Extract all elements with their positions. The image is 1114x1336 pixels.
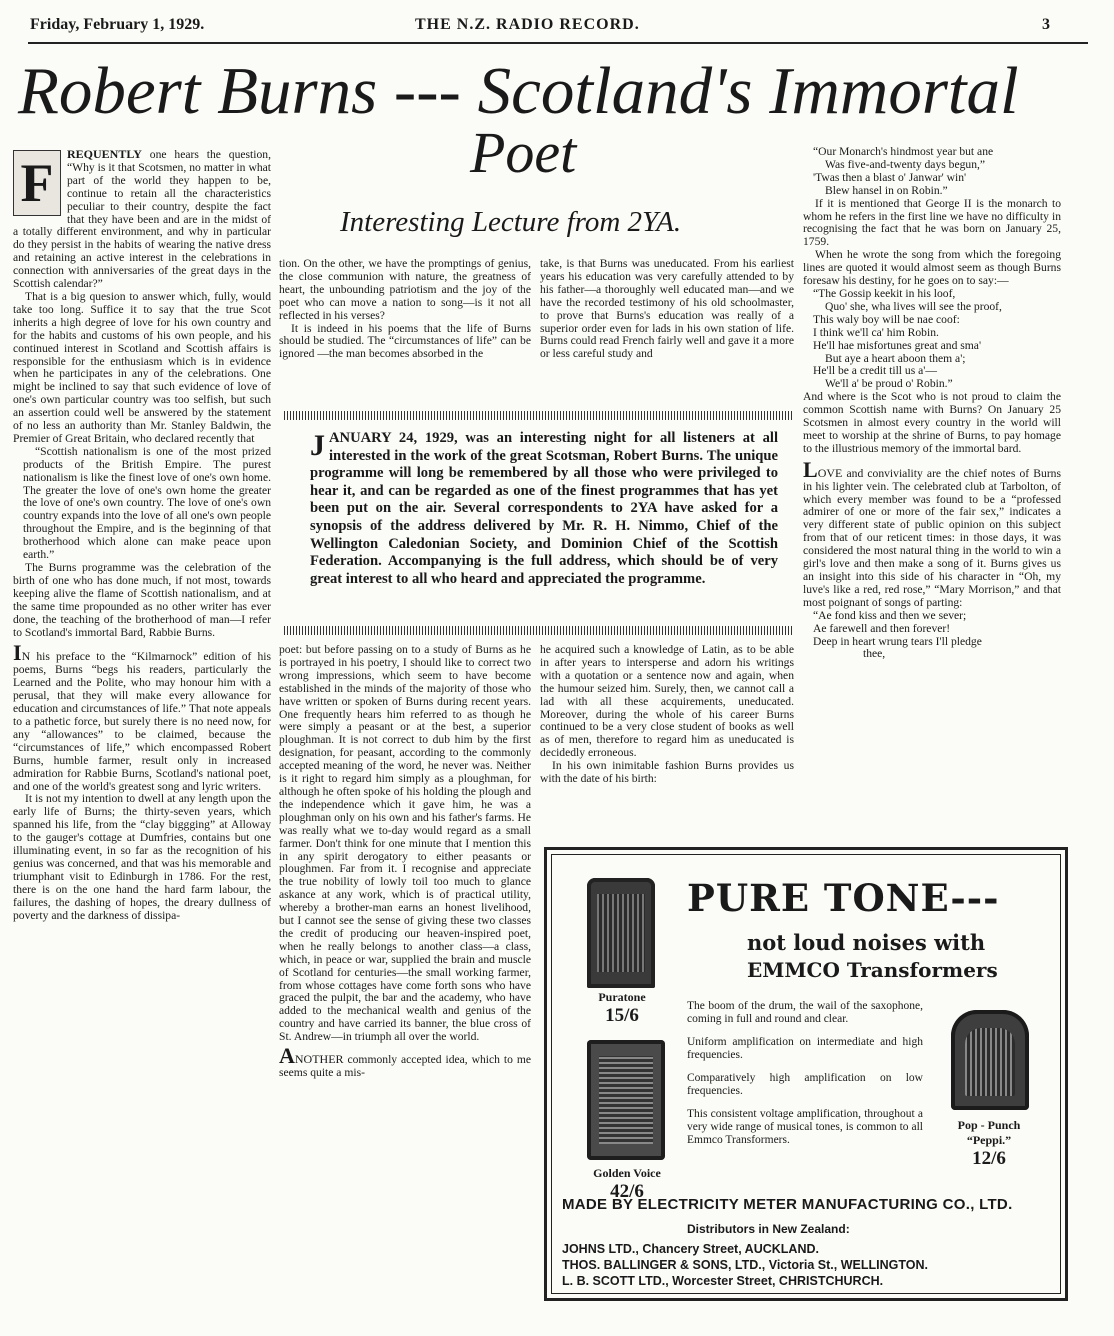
ad-body-text: This consistent voltage amplification, throughout a very wide range of musical tones, is common to all Emmco Transformers. — [687, 1108, 923, 1146]
lead-word: REQUENTLY — [67, 147, 142, 161]
article-column-3-top — [540, 258, 794, 361]
paragraph: he acquired such a knowledge of Latin, as to be able in after years to intersperse and adorn his writings with a quotation or a sentence now and again, when the humour seized him. Surely, then, we cannot call a lad with all these acquirements, uneducated. Moreover, during the whole of his career Burns continued to be a very close student of books as well as of men, therefore to regard him as uneducated is decidedly erroneous. — [540, 643, 794, 760]
subheadline: Interesting Lecture from 2YA. — [340, 206, 682, 238]
distributor-address: THOS. BALLINGER & SONS, LTD., Victoria St., WELLINGTON. — [562, 1258, 928, 1272]
ad-body — [687, 1000, 923, 1157]
article-column-2-top — [279, 258, 531, 361]
product-price: 42/6 — [610, 1181, 644, 1202]
paragraph: And where is the Scot who is not proud to claim the common Scottish name with Burns? On January 25 Scotsmen in almost every country in the world will meet to worship at the shrine of Burns, to pay homage to the illustrious memory of the immortal bard. — [803, 390, 1061, 455]
verse-line: 'Twas then a blast o' Janwar' win' — [813, 170, 967, 184]
paragraph: In his own inimitable fashion Burns provides us with the date of his birth: — [540, 759, 794, 786]
product-name: Pop - Punch “Peppi.” — [957, 1118, 1021, 1147]
headline: Robert Burns --- Scotland's Immortal — [18, 54, 1019, 128]
verse-line: “Our Monarch's hindmost year but ane — [813, 145, 994, 158]
ad-tagline: not loud noises with — [747, 930, 986, 955]
verse-line: “Ae fond kiss and then we sever; — [813, 608, 967, 622]
product-name: Puratone — [598, 990, 646, 1004]
article-column-1 — [13, 148, 271, 922]
page-number: 3 — [1042, 16, 1050, 33]
article-column-3-bottom — [540, 644, 794, 786]
verse-line: Blew hansel in on Robin.” — [825, 183, 948, 197]
paragraph — [803, 456, 1061, 610]
article-column-2-bottom — [279, 644, 531, 1080]
paragraph: tion. On the other, we have the promptings of genius, the close communion with nature, the greatness of heart, the unbounding patriotism and the joy of the poet who can move a nation to song—is it not all reflected in his verses? — [279, 257, 531, 322]
verse-line: But aye a heart aboon them a'; — [825, 351, 966, 365]
pop-punch-radio-image — [951, 1010, 1029, 1110]
verse-line: Quo' she, wha lives will see the proof, — [825, 299, 1002, 313]
running-header — [30, 14, 1050, 38]
paragraph: poet: but before passing on to a study of Burns as he is portrayed in his poetry, I should like to correct two wrong impressions, which seem to have become established in the minds of the majority of those who have written or spoken of Burns during recent years. One frequently hears him referred to as though he were simply a peasant or at the best, a superior ploughman. It is not correct to dub him by the first designation, for peasant, according to the commonly accepted meaning of the word, he never was. Neither is it right to regard him simply as a ploughman, for although he often spoke of his holding the plough and the independence which it gave him, he was a ploughman only on his own and his father's farms. He was really what we to-day would regard as a small farmer. Don't think for one minute that I mention this in any spirit derogatory to either peasants or ploughmen. Far from it. I recognise and appreciate the true nobility of lowly toil too much to glance askance at any work, which is of practical utility, whereby a brother-man earns an honest livelihood, but I cannot see the sense of giving these two classes the credit of producing our heaven-inspired poet, when he really belongs to another class—a class, which, in peace or war, supplied the brain and muscle of Scotland for centuries—the small working farmer, from whose cottages have come forth sons who have graced the pulpit, the bar and the academy, who have added to the mechanical wealth and genius of the country and have carried its banner, the blue cross of St. Andrew—in triumph all over the world. — [279, 643, 531, 1044]
verse-line: This waly boy will be nae coof: — [813, 312, 960, 326]
paragraph: If it is mentioned that George II is the monarch to whom he refers in the first line we have no difficulty in recognising the fact that he was born on January 25, 1759. — [803, 196, 1061, 249]
puratone-radio-image — [587, 878, 655, 988]
initial-letter: A — [279, 1043, 295, 1069]
ad-title: PURE TONE--- — [687, 876, 1000, 920]
product-puratone — [577, 990, 667, 1027]
publication-name: THE N.Z. RADIO RECORD. — [415, 16, 640, 33]
intro-initial: J — [310, 429, 325, 462]
paragraph — [279, 1043, 531, 1080]
manufacturer: MADE BY ELECTRICITY METER MANUFACTURING CO., LTD. — [562, 1196, 1013, 1213]
baldwin-quote: “Scottish nationalism is one of the most prized products of the British Empire. The purest nationalism is like the finest love of one's own home. The greater the love of one's own home the greater the love of one's own country. The love of one's own country expands into the love of all one's own people throughout the Empire, and is the beginning of that brotherhood which alone can make peace upon earth.” — [23, 444, 271, 562]
paragraph: take, is that Burns was uneducated. From his earliest years his education was very carefully attended to by his father—a thoroughly well educated man—and we have the recorded testimony of his old schoolmaster, to prove that Burns's education was really of a superior order even for lads in his own station of life. Burns could read French fairly well and gave it a more or less careful study and — [540, 257, 794, 361]
lead-word: NOTHER — [294, 1052, 344, 1067]
emmco-advertisement — [544, 847, 1068, 1301]
headline-line2: Poet — [470, 120, 577, 185]
ad-body-text: Uniform amplification on intermediate and high frequencies. — [687, 1036, 923, 1061]
paragraph-text: and conviviality are the chief notes of Burns in his lighter vein. The celebrated club at Tarbolton, of which every member was found to be a “professed admirer of one or more of the fair sex,” indicates a very different state of public opinion on this subject from that of our reticent times: in those days, it was considered the most natural thing in the world to win a girl's love and then make a song of it. Burns gives us an insight into this side of his character in “Oh, my luve's like a red, red rose,” “Mary Morrison,” and that most poignant of songs of parting: — [803, 466, 1061, 609]
verse-line: Ae farewell and then forever! — [813, 621, 951, 635]
verse-line: I think we'll ca' him Robin. — [813, 325, 939, 339]
ad-body-text: The boom of the drum, the wail of the saxophone, coming in full and round and clear. — [687, 1000, 923, 1025]
paragraph: The Burns programme was the celebration of the birth of one who has done much, if not most, towards keeping alive the flame of Scottish nationalism, and at the same time propounded as no other writer has ever done, the teaching of the brotherhood of man—I refer to Scotland's immortal Bard, Rabbie Burns. — [13, 561, 271, 639]
intro-box — [310, 430, 778, 588]
ad-body-text: Comparatively high amplification on low frequencies. — [687, 1072, 923, 1097]
lead-word: N — [21, 649, 31, 664]
verse-line: “The Gossip keekit in his loof, — [813, 286, 956, 300]
verse-line: Was five-and-twenty days begun,” — [825, 157, 986, 171]
paragraph — [13, 640, 271, 793]
product-name: Golden Voice — [593, 1166, 661, 1180]
intro-text: ANUARY 24, 1929, was an interesting night for all listeners at all interested in the work of the great Scotsman, Robert Burns. The unique programme will long be remembered by all those who were privileged to hear it, and can be regarded as one of the finest programmes that has yet been put on the air. Several correspondents to 2YA have asked for a synopsis of the address delivered by Mr. R. H. Nimmo, Chief of the Wellington Caledonian Society, and Dominion Chief of the Scottish Federation. Accompanying is the full address, which should be of very great interest to all who heard and appreciated the programme. — [310, 430, 778, 587]
product-pop-punch — [939, 1118, 1039, 1170]
issue-date: Friday, February 1, 1929. — [30, 16, 205, 33]
paragraph: When he wrote the song from which the foregoing lines are quoted it would almost seem as though Burns foresaw his destiny, for he goes on to say:— — [803, 248, 1061, 288]
paragraph: It is not my intention to dwell at any length upon the early life of Burns; the thirty-seven years, which spanned his life, from the “clay biggging” at Alloway to the gauger's cottage at Dumfries, contains but one illuminating event, in so far as the recognition of his genius was concerned, and that was his memorable and triumphant visit to Edinburgh in 1786. For the rest, there is on the one hand the hard farm labour, the failures, the dashing of hopes, the dreary dullness of poverty and the darkness of dissipa- — [13, 792, 271, 922]
verse-line: He'll hae misfortunes great and sma' — [813, 338, 982, 352]
initial-letter: L — [803, 456, 818, 482]
drop-cap: F — [13, 150, 61, 216]
paragraph: It is indeed in his poems that the life of Burns should be studied. The “circumstances of life” can be ignored —the man becomes absorbed in the — [279, 321, 531, 361]
product-price: 15/6 — [605, 1005, 639, 1026]
paragraph-text: his preface to the “Kilmarnock” edition of his poems, Burns “begs his readers, particularly the Learned and the Polite, who may honour him with a perusal, that they will make every allowance for education and circumstances of life.” That note appeals to a pathetic force, but surely there is no need now, for any “allowances” to be claimed, because the “circumstances of life,” which encompassed Robert Burns, humble farmer, result only in increased admiration for Rabbie Burns, Scotland's national poet, and one of the world's greatest song and lyric writers. — [13, 650, 271, 793]
product-price: 12/6 — [972, 1148, 1006, 1169]
lead-word: OVE — [817, 465, 843, 480]
opening-paragraph — [13, 148, 271, 291]
paragraph-text: one hears the question, “Why is it that Scotsmen, no matter in what part of the world they happen to be, continue to retain all the characteristics peculiar to their country, despite the fact that they have been and are in the midst of a totally different environment, and why in particular do they persist in the habits of wearing the native dress and retaining an active interest in the celebrations in connection with anniversaries of the great days in the Scottish calendar?” — [13, 148, 271, 291]
verse-line: Deep in heart wrung tears I'll pledge — [813, 634, 982, 648]
verse-line: thee, — [863, 647, 886, 661]
initial-letter: I — [13, 640, 22, 666]
ad-tagline-brand: EMMCO Transformers — [747, 958, 998, 982]
paragraph-text: commonly accepted idea, which to me seems quite a mis- — [279, 1053, 531, 1079]
distributors-heading: Distributors in New Zealand: — [687, 1222, 850, 1236]
paragraph: That is a big quesion to answer which, fully, would take too long. Suffice it to say that the true Scot inherits a high degree of love for his own country and for the habits and customs of his own people, and his continued interest in Scotland and Scottish affairs is responsible for the enthusiasm which is in evidence when he participates in any of the celebrations. One might be inclined to say that such evidence of love of one's own particular country was too selfish, but such an assertion could well be answered by the statement of no less an authority than Mr. Stanley Baldwin, the Premier of Great Britain, who declared recently that — [13, 289, 271, 445]
distributor-address: JOHNS LTD., Chancery Street, AUCKLAND. — [562, 1242, 819, 1256]
verse-line: We'll a' be proud o' Robin.” — [825, 377, 953, 391]
distributor-address: L. B. SCOTT LTD., Worcester Street, CHRISTCHURCH. — [562, 1274, 884, 1288]
ornamental-rule — [284, 411, 794, 420]
header-rule — [28, 42, 1088, 44]
article-column-4 — [803, 146, 1061, 661]
ornamental-rule — [284, 626, 794, 635]
golden-voice-radio-image — [587, 1040, 665, 1160]
verse-line: He'll be a credit till us a'— — [813, 364, 937, 378]
